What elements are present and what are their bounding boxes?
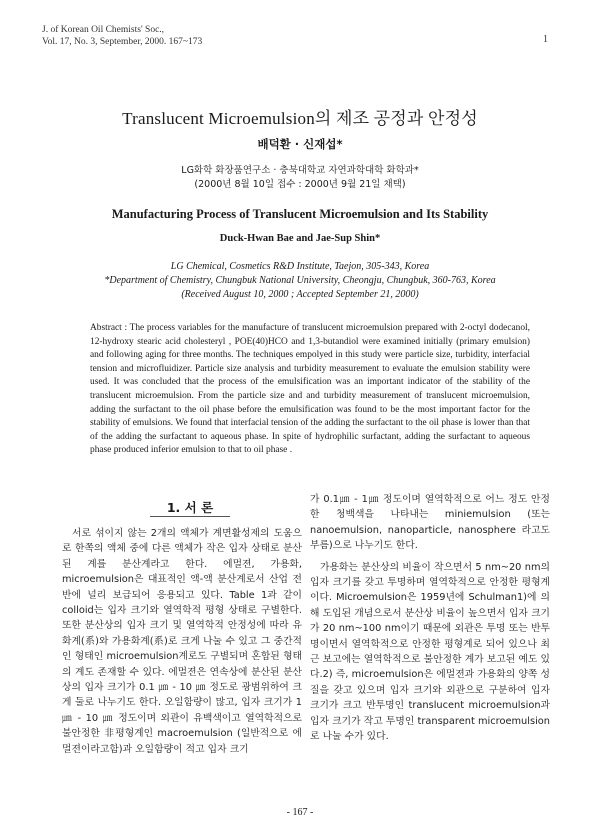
english-affiliation-2: *Department of Chemistry, Chungbuk National University, Cheongju, Chungbuk, 360-763, Korea: [104, 275, 496, 286]
journal-header: [42, 24, 202, 48]
english-received-dates: (Received August 10, 2000 ; Accepted September 21, 2000): [181, 289, 419, 300]
section-underline: [150, 516, 230, 517]
english-affiliation-1: LG Chemical, Cosmetics R&D Institute, Taejon, 305-343, Korea: [170, 261, 430, 272]
english-title: Manufacturing Process of Translucent Microemulsion and Its Stability: [111, 207, 489, 221]
body-column-left: [62, 526, 302, 757]
abstract: Abstract : The process variables for the manufacture of translucent microemulsion prepared with 2-octyl dodecanol, 12-hydroxy stearic acid cholesteryl , POE(40)HCO and 1,3-butandiol were examined initially (primary emulsion) and following aging for three months. The techniques empolyed in this study were particle size, turbidity, interfacial tension and microfluidizer. Particle size analysis and turbidity measurement to evaluate the emulsion stability were used. It was concluded that the process of the emulsification was an important indicator of the stability of the translucent microemulsion. From the particle size and and turbidity measurement of translucent microemulsion, adding the surfactant to the oil phase before the emulsification was found to be the most important factor for the stability of emulsions. We found that interfacial tension of the adding the surfactant to the oil phase is lower than that of the adding the surfactant to aqueous phase. In spite of hydrophilic surfactant, adding the surfactant to aqueous phase produced inferior emulsion to that to oil phase .: [90, 323, 530, 456]
journal-name: J. of Korean Oil Chemists' Soc.,: [42, 25, 165, 35]
body-paragraph: 가용화는 분산상의 비율이 작으면서 5 nm~20 nm의 입자 크기를 갖고 투명하며 열역학적으로 안정한 평형계이다. Microemulsion은 1959년에 Schulman1)에 의해 도입된 개념으로서 분산상 비율이 높으면서 입자 크기가 20 nm~100 nm이기 때문에 외관은 투명 또는 반투명이면서 열역학적으로 안정한 평형계로 되어 있으나 최근 보고에는 열역학적으로 불안정한 계가 보고된 예도 있다.2) 즉, microemulsion은 에멀젼과 가용화의 양쪽 성질을 갖고 있으며 입자 크기와 외관으로 구분하여 입자 크기가 크고 반투명인 translucent microemulsion과 입자 크기가 작고 투명인 transparent microemulsion로 나눌 수가 있다.: [310, 561, 550, 743]
korean-received-dates: (2000년 8월 10일 접수 : 2000년 9월 21일 채택): [194, 179, 406, 190]
journal-volume: Vol. 17, No. 3, September, 2000. 167~173: [42, 37, 203, 47]
korean-affiliation: LG화학 화장품연구소 · 충북대학교 자연과학대학 화학과*: [181, 165, 419, 176]
body-paragraph: 가 0.1㎛ - 1㎛ 정도이며 열역학적으로 어느 정도 안정한 청백색을 나타내는 miniemulsion (또는 nanoemulsion, nanoparticle, nanosphere 라고도 부름)으로 나누기도 한다.: [310, 494, 550, 552]
page-footer-number: - 167 -: [286, 807, 314, 818]
english-authors: Duck-Hwan Bae and Jae-Sup Shin*: [219, 233, 381, 244]
korean-authors: 배덕환 · 신재섭*: [257, 137, 343, 151]
section-heading-introduction: 1. 서 론: [166, 500, 214, 515]
english-affiliation-block: [0, 260, 600, 302]
body-paragraph: 서로 섞이지 않는 2개의 액체가 계면활성제의 도움으로 한쪽의 액체 중에 다른 액체가 작은 입자 상태로 분산된 계를 분산계라고 한다. 에멀젼, 가용화, microemulsion은 대표적인 액-액 분산계로서 산업 전반에 널리 보급되어 응용되고 있다. Table 1과 같이 colloid는 입자 크기와 열역학적 평형 상태로 구별한다. 또한 분산상의 입자 크기 및 열역학적 안정성에 따라 유화계(系)와 가용화계(系)로 크게 나눌 수 있고 그 중간적인 형태인 microemulsion계로도 구별되며 혼합된 형태의 계도 존재할 수 있다. 에멀젼은 연속상에 분산된 분산상의 입자 크기가 0.1 ㎛ - 10 ㎛ 정도로 광범위하여 크게 둘로 나누기도 한다. 오일함량이 많고, 입자 크기가 1㎛ - 10 ㎛ 정도이며 외관이 유백색이고 열역학적으로 불안정한 非평형계인 macroemulsion (일반적으로 에멀젼이라고함)과 오일함량이 적고 입자 크기: [62, 528, 302, 755]
korean-affiliation-block: [0, 164, 600, 192]
body-column-right: [310, 492, 550, 745]
page-number: 1: [543, 34, 548, 45]
korean-title: Translucent Microemulsion의 제조 공정과 안정성: [122, 109, 478, 128]
